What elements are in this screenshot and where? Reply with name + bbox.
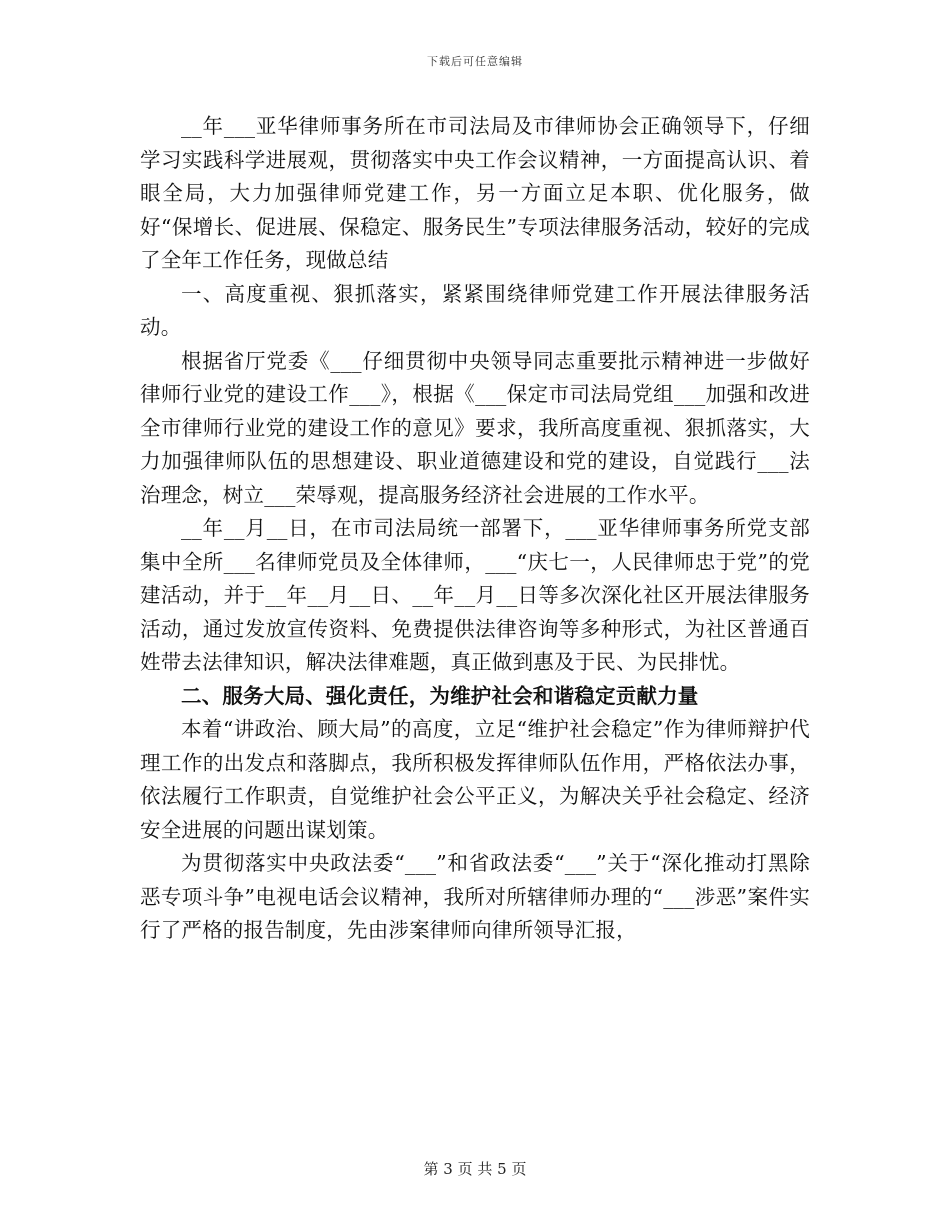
document-body [140,110,810,948]
page-header: 下载后可任意编辑 [427,55,523,68]
paragraph-party-building: 根据省厅党委《___仔细贯彻中央领导同志重要批示精神进一步做好律师行业党的建设工作___》，根据《___保定市司法局党组___加强和改进全市律师行业党的建设工作的意见》要求，我所高度重视、狠抓落实，大力加强律师队伍的思想建设、职业道德建设和党的建设，自觉践行___法治理念，树立___荣辱观，提高服务经济社会进展的工作水平。 [140,348,810,507]
paragraph-anti-crime: 为贯彻落实中央政法委“___”和省政法委“___”关于“深化推动打黑除恶专项斗争”电视电话会议精神，我所对所辖律师办理的“___涉恶”案件实行了严格的报告制度，先由涉案律师向律所领导汇报， [140,851,810,942]
section-heading-1: 一、高度重视、狠抓落实，紧紧围绕律师党建工作开展法律服务活动。 [140,281,810,339]
page-number: 第 3 页 共 5 页 [423,1160,527,1178]
section-heading-2: 二、服务大局、强化责任，为维护社会和谐稳定贡献力量 [181,683,699,708]
paragraph-community-activity: __年__月__日，在市司法局统一部署下，___亚华律师事务所党支部集中全所___名律师党员及全体律师，___“庆七一，人民律师忠于党”的党建活动，并于__年__月__日、__年__月__日等多次深化社区开展法律服务活动，通过发放宣传资料、免费提供法律咨询等多种形式，为社区普通百姓带去法律知识，解决法律难题，真正做到惠及于民、为民排忧。 [140,516,810,674]
paragraph-intro: __年___亚华律师事务所在市司法局及市律师协会正确领导下，仔细学习实践科学进展观，贯彻落实中央工作会议精神，一方面提高认识、着眼全局，大力加强律师党建工作，另一方面立足本职、优化服务，做好“保增长、促进展、保稳定、服务民生”专项法律服务活动，较好的完成了全年工作任务，现做总结 [140,114,810,272]
paragraph-social-stability: 本着“讲政治、顾大局”的高度，立足“维护社会稳定”作为律师辩护代理工作的出发点和落脚点，我所积极发挥律师队伍作用，严格依法办事，依法履行工作职责，自觉维护社会公平正义，为解决关乎社会稳定、经济安全进展的问题出谋划策。 [140,717,810,842]
